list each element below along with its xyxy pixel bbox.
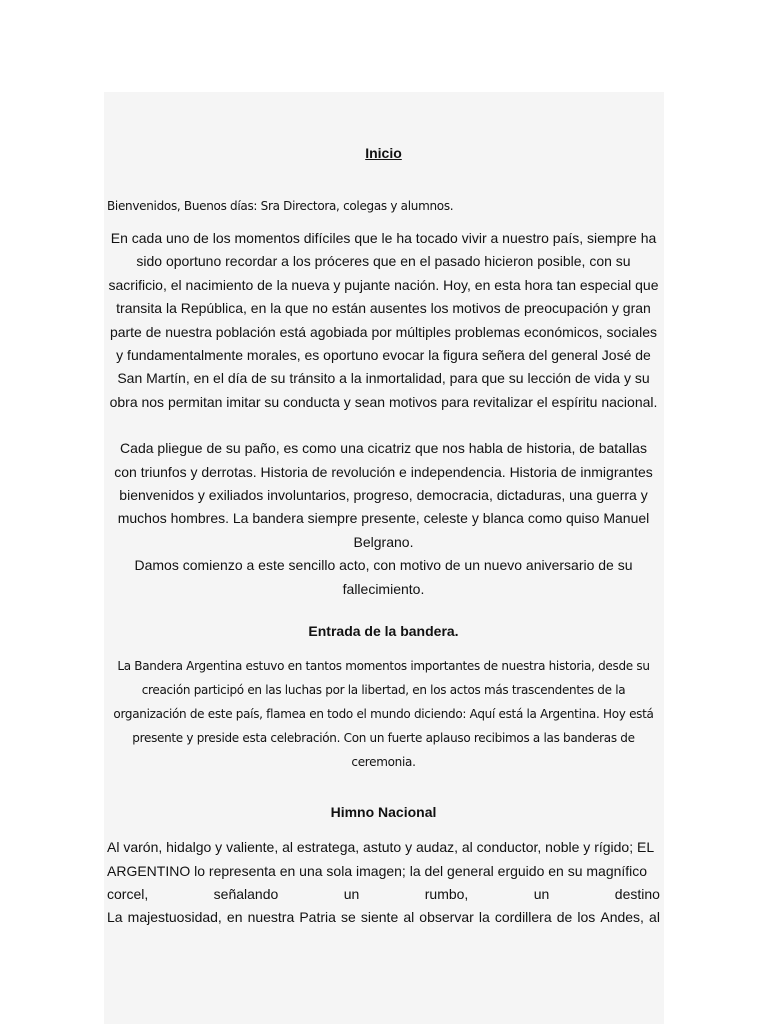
word: La	[107, 909, 123, 926]
paragraph-line-spread	[107, 883, 660, 906]
word: al	[649, 909, 660, 926]
word: Andes,	[600, 909, 644, 926]
paragraph-line	[107, 836, 660, 859]
word: de	[556, 909, 573, 926]
section-heading-flag-entry: Entrada de la bandera.	[308, 623, 459, 640]
act-opening-text: Damos comienzo a este sencillo acto, con motivo de un nuevo aniversario de su fallecimiento.	[134, 557, 633, 597]
intro-paragraph-text: En cada uno de los momentos difíciles que le ha tocado vivir a nuestro país, siempre ha sido oportuno recordar a los próceres que en el pasado hicieron posible, con su sacrificio, el nacimiento de la nueva y pujante nación. Hoy, en esta hora tan especial que transita la República, en la que no están ausentes los motivos de preocupación y gran parte de nuestra población está agobiada por múltiples problemas económicos, sociales y fundamentalmente morales, es oportuno evocar la figura señera del general José de San Martín, en el día de su tránsito a la inmortalidad, para que su lección de vida y su obra nos permitan imitar su conducta y sean motivos para revitalizar el espíritu nacional.	[108, 230, 659, 410]
word: nuestra	[247, 909, 295, 926]
word: majestuosidad,	[127, 909, 222, 926]
flag-history-text: Cada pliegue de su paño, es como una cicatriz que nos habla de historia, de batallas con triunfos y derrotas. Historia de revolución e independencia. Historia de inmigrantes bienvenidos y exiliados involuntarios, progreso, democracia, dictaduras, una guerra y muchos hombres. La bandera siempre presente, celeste y blanca como quiso Manuel Belgrano.	[114, 440, 653, 550]
word: observar	[419, 909, 474, 926]
word: destino	[614, 885, 660, 902]
word: la	[478, 909, 490, 926]
section-heading-anthem: Himno Nacional	[330, 804, 437, 821]
document-content	[107, 92, 660, 930]
word: los	[577, 909, 596, 926]
word: señalando	[213, 885, 279, 902]
paragraph-line-text: Al varón, hidalgo y valiente, al estratega, astuto y audaz, al conductor, noble y rígido; EL	[107, 839, 655, 856]
word: Patria	[299, 909, 336, 926]
document-title: Inicio	[365, 145, 402, 161]
word: rumbo,	[424, 885, 469, 902]
word: se	[341, 909, 356, 926]
greeting-line: Bienvenidos, Buenos días: Sra Directora, colegas y alumnos.	[107, 199, 454, 213]
word: al	[403, 909, 415, 926]
word: siente	[360, 909, 399, 926]
flag-entry-paragraph: La Bandera Argentina estuvo en tantos momentos importantes de nuestra historia, desde su creación participó en las luchas por la libertad, en los actos más trascendentes de la organización de este país, flamea en todo el mundo diciendo: Aquí está la Argentina. Hoy está presente y preside esta celebración. Con un fuerte aplauso recibimos a las banderas de ceremonia.	[113, 659, 654, 770]
paragraph-line-text: ARGENTINO lo representa en una sola imagen; la del general erguido en su magnífico	[107, 862, 648, 879]
paragraph-line	[107, 860, 660, 883]
word: un	[343, 885, 360, 902]
word: un	[533, 885, 550, 902]
intro-paragraph	[107, 227, 660, 414]
word: en	[226, 909, 243, 926]
word: corcel,	[107, 885, 149, 902]
paragraph-line-last	[107, 906, 660, 929]
flag-history-paragraph	[107, 437, 660, 601]
word: cordillera	[494, 909, 552, 926]
san-martin-paragraph	[107, 836, 660, 930]
